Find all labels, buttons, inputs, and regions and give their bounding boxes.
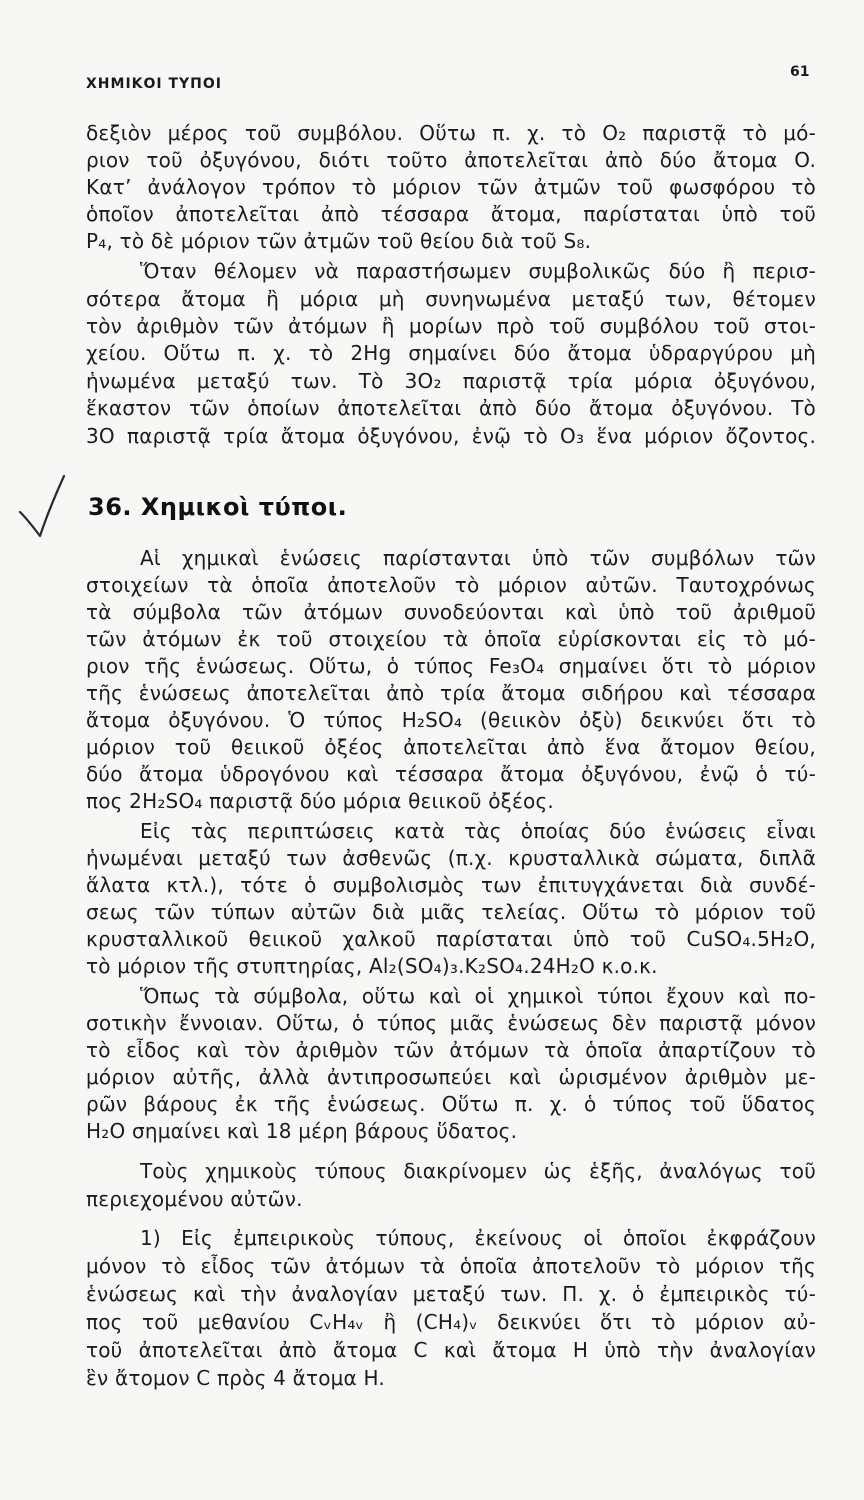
section-heading: 36. Χημικοὶ τύποι. xyxy=(88,493,348,521)
text-line: Ὅταν θέλομεν νὰ παραστήσωμεν συμβολικῶς δύο ἢ περισ- xyxy=(140,259,816,283)
text-line: ἓν ἄτομον C πρὸς 4 ἄτομα H. xyxy=(86,1366,385,1390)
page-number: 61 xyxy=(790,64,810,80)
text-line: ἑνώσεως καὶ τὴν ἀναλογίαν μεταξύ των. Π. χ. ὁ ἐμπειρικὸς τύ- xyxy=(86,1282,816,1306)
text-line: δύο ἄτομα ὑδρογόνου καὶ τέσσαρα ἄτομα ὀξυγόνου, ἐνῷ ὁ τύ- xyxy=(86,762,816,786)
text-line: τῶν ἀτόμων ἐκ τοῦ στοιχείου τὰ ὁποῖα εὑρίσκονται εἰς τὸ μό- xyxy=(86,627,816,651)
text-line: ἄτομα ὀξυγόνου. Ὁ τύπος H₂SO₄ (θειικὸν ὀξὺ) δεικνύει ὅτι τὸ xyxy=(86,708,816,732)
text-line: τῆς ἑνώσεως ἀποτελεῖται ἀπὸ τρία ἄτομα σιδήρου καὶ τέσσαρα xyxy=(86,681,816,705)
running-title: ΧΗΜΙΚΟΙ ΤΥΠΟΙ xyxy=(86,76,222,92)
text-line: δεξιὸν μέρος τοῦ συμβόλου. Οὕτω π. χ. τὸ O₂ παριστᾷ τὸ μό- xyxy=(86,121,816,145)
text-line: στοιχείων τὰ ὁποῖα ἀποτελοῦν τὸ μόριον αὐτῶν. Ταυτοχρόνως xyxy=(86,573,816,597)
text-line: 1) Εἰς ἐμπειρικοὺς τύπους, ἐκείνους οἱ ὁποῖοι ἐκφράζουν xyxy=(140,1226,816,1250)
text-line: ἡνωμέναι μεταξύ των ἀσθενῶς (π.χ. κρυσταλλικὰ σώματα, διπλᾶ xyxy=(86,846,816,870)
text-line: P₄, τὸ δὲ μόριον τῶν ἀτμῶν τοῦ θείου διὰ τοῦ S₈. xyxy=(86,229,592,253)
handwritten-checkmark-icon xyxy=(14,470,74,540)
text-line: τὸν ἀριθμὸν τῶν ἀτόμων ἢ μορίων πρὸ τοῦ συμβόλου τοῦ στοι- xyxy=(86,314,816,338)
text-line: Αἱ χημικαὶ ἑνώσεις παρίστανται ὑπὸ τῶν συμβόλων τῶν xyxy=(140,546,816,570)
text-line: κρυσταλλικοῦ θειικοῦ χαλκοῦ παρίσταται ὑπὸ τοῦ CuSO₄.5H₂O, xyxy=(86,927,816,951)
text-line: πος τοῦ μεθανίου CᵥH₄ᵥ ἢ (CH₄)ᵥ δεικνύει ὅτι τὸ μόριον αὐ- xyxy=(86,1310,816,1334)
text-line: 3O παριστᾷ τρία ἄτομα ὀξυγόνου, ἐνῷ τὸ O₃ ἕνα μόριον ὄζοντος. xyxy=(86,424,816,448)
text-line: τὰ σύμβολα τῶν ἀτόμων συνοδεύονται καὶ ὑπὸ τοῦ ἀριθμοῦ xyxy=(86,600,816,624)
text-line: σότερα ἄτομα ἢ μόρια μὴ συνηνωμένα μεταξύ των, θέτομεν xyxy=(86,287,816,311)
text-line: ριον τοῦ ὀξυγόνου, διότι τοῦτο ἀποτελεῖται ἀπὸ δύο ἄτομα O. xyxy=(86,148,816,172)
text-line: σοτικὴν ἔννοιαν. Οὕτω, ὁ τύπος μιᾶς ἑνώσεως δὲν παριστᾷ μόνον xyxy=(86,1011,816,1035)
text-line: μόριον αὐτῆς, ἀλλὰ ἀντιπροσωπεύει καὶ ὡρισμένον ἀριθμὸν με- xyxy=(86,1065,816,1089)
text-line: Τοὺς χημικοὺς τύπους διακρίνομεν ὡς ἑξῆς, ἀναλόγως τοῦ xyxy=(140,1159,816,1183)
text-line: ρῶν βάρους ἐκ τῆς ἑνώσεως. Οὕτω π. χ. ὁ τύπος τοῦ ὕδατος xyxy=(86,1092,816,1116)
text-line: ὁποῖον ἀποτελεῖται ἀπὸ τέσσαρα ἄτομα, παρίσταται ὑπὸ τοῦ xyxy=(86,202,816,226)
text-line: H₂O σημαίνει καὶ 18 μέρη βάρους ὕδατος. xyxy=(86,1119,518,1143)
text-line: ριον τῆς ἑνώσεως. Οὕτω, ὁ τύπος Fe₃O₄ σημαίνει ὅτι τὸ μόριον xyxy=(86,654,816,678)
text-line: μόνον τὸ εἶδος τῶν ἀτόμων τὰ ὁποῖα ἀποτελοῦν τὸ μόριον τῆς xyxy=(86,1254,816,1278)
text-line: τοῦ ἀποτελεῖται ἀπὸ ἄτομα C καὶ ἄτομα H ὑπὸ τὴν ἀναλογίαν xyxy=(86,1338,816,1362)
text-line: ἡνωμένα μεταξύ των. Τὸ 3O₂ παριστᾷ τρία μόρια ὀξυγόνου, xyxy=(86,369,816,393)
text-line: χείου. Οὕτω π. χ. τὸ 2Hg σημαίνει δύο ἄτομα ὑδραργύρου μὴ xyxy=(86,341,816,365)
text-line: τὸ εἶδος καὶ τὸν ἀριθμὸν τῶν ἀτόμων τὰ ὁποῖα ἀπαρτίζουν τὸ xyxy=(86,1038,816,1062)
text-line: ἅλατα κτλ.), τότε ὁ συμβολισμὸς των ἐπιτυγχάνεται διὰ συνδέ- xyxy=(86,873,816,897)
text-line: ἕκαστον τῶν ὁποίων ἀποτελεῖται ἀπὸ δύο ἄτομα ὀξυγόνου. Τὸ xyxy=(86,396,816,420)
text-line: τὸ μόριον τῆς στυπτηρίας, Al₂(SO₄)₃.K₂SO₄.24H₂O κ.ο.κ. xyxy=(86,954,658,978)
text-line: Εἰς τὰς περιπτώσεις κατὰ τὰς ὁποίας δύο ἑνώσεις εἶναι xyxy=(140,819,816,843)
text-line: σεως τῶν τύπων αὐτῶν διὰ μιᾶς τελείας. Οὕτω τὸ μόριον τοῦ xyxy=(86,900,816,924)
text-line: πος 2H₂SO₄ παριστᾷ δύο μόρια θειικοῦ ὀξέος. xyxy=(86,789,554,813)
text-line: περιεχομένου αὐτῶν. xyxy=(86,1187,303,1211)
text-line: Κατ’ ἀνάλογον τρόπον τὸ μόριον τῶν ἀτμῶν τοῦ φωσφόρου τὸ xyxy=(86,175,816,199)
text-line: μόριον τοῦ θειικοῦ ὀξέος ἀποτελεῖται ἀπὸ ἕνα ἄτομον θείου, xyxy=(86,735,816,759)
text-line: Ὅπως τὰ σύμβολα, οὕτω καὶ οἱ χημικοὶ τύποι ἔχουν καὶ πο- xyxy=(140,984,816,1008)
